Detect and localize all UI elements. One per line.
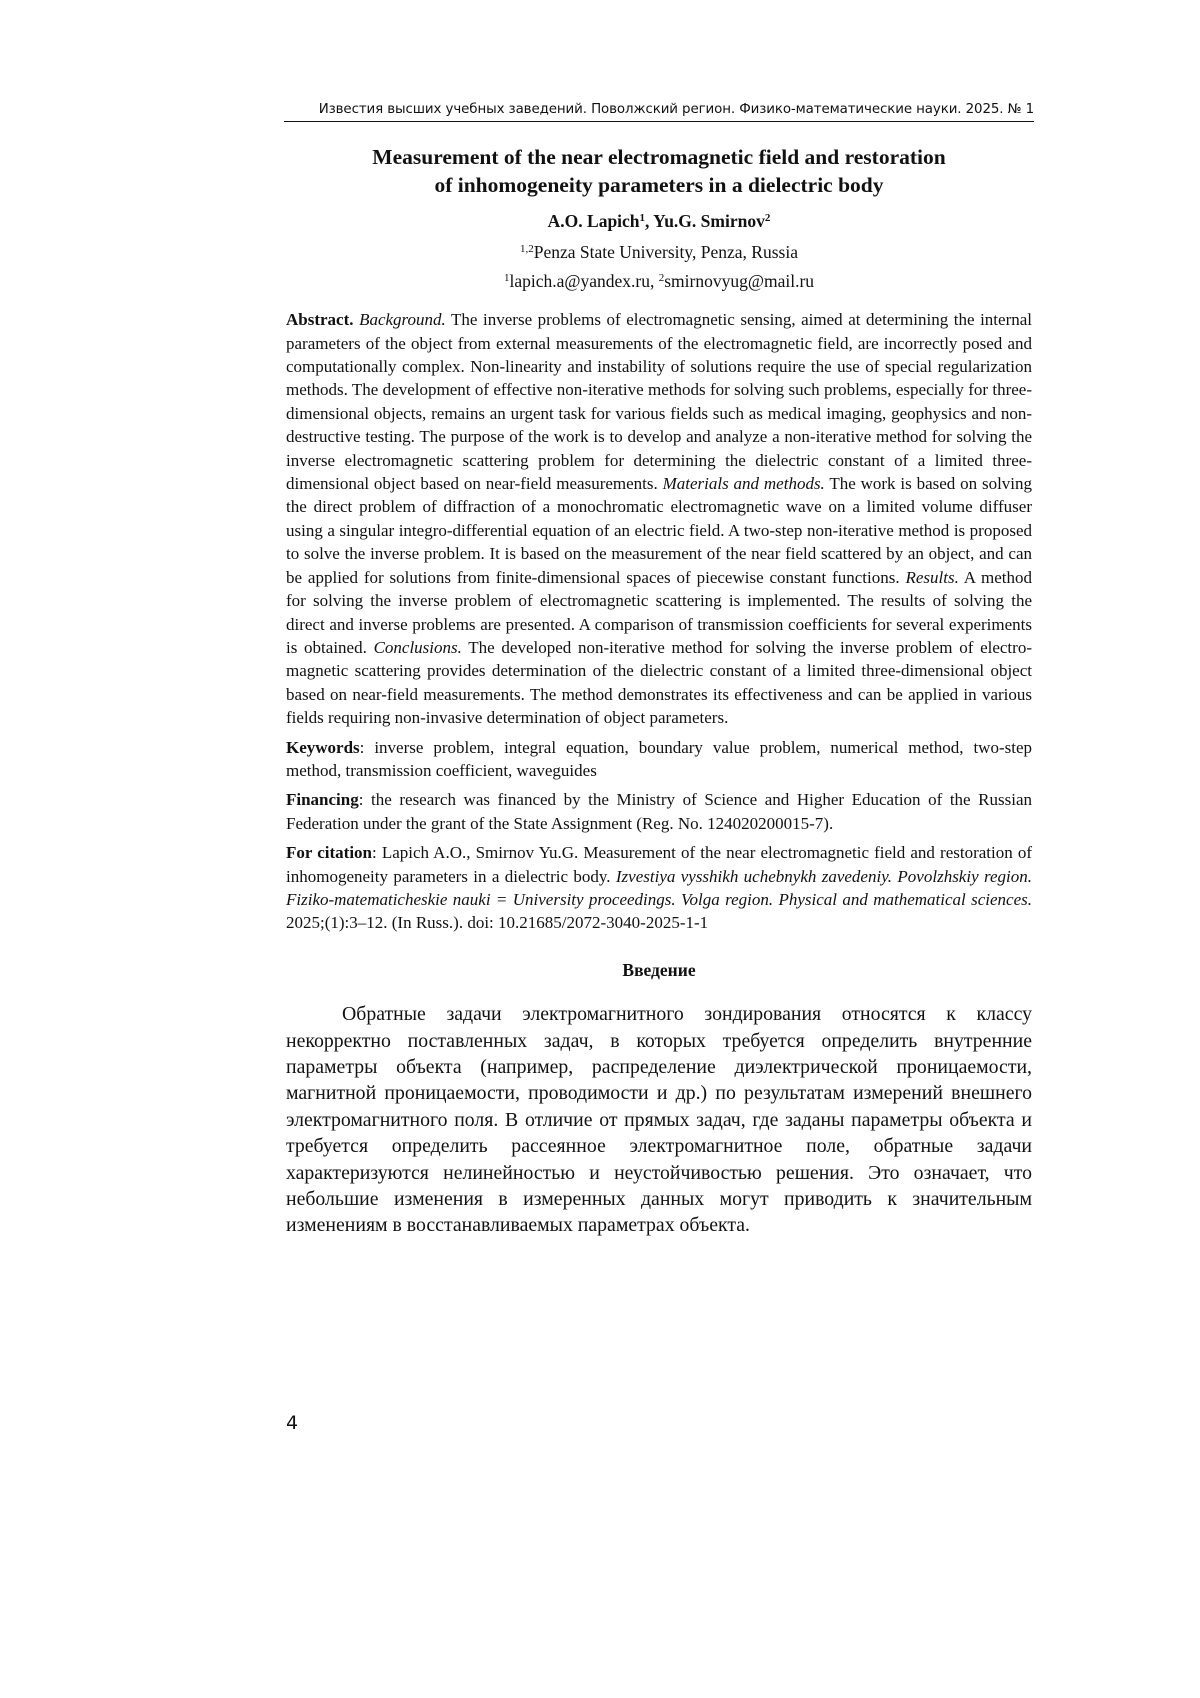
financing-text: : the research was financed by the Ministry of Science and Higher Education of the Russian Federation under the grant of the State Assignment (Reg. No. 124020200015-7). (286, 790, 1032, 833)
title-line-1: Measurement of the near electromagnetic field and restoration (372, 145, 946, 169)
author-2-sup: 2 (764, 212, 771, 224)
intro-paragraph: Обратные задачи электромагнитного зондирования относятся к классу некорректно поставленных задач, в которых требуется определить внутренние параметры объекта (например, распределение диэлектрической проницаемости, магнитной проницаемости, проводимости и др.) по результатам измерений внешнего электромагнитного поля. В отличие от прямых задач, где заданы параметры объекта и требуется определить рассеянное электромагнитное поле, обратные задачи характеризуются нелинейностью и неустойчивостью решения. Это означает, что небольшие изменения в измеренных данных могут приводить к значительным изменениям в восстанавливаемых параметрах объекта. (286, 1003, 1032, 1237)
affiliation (286, 241, 1032, 264)
article-content (286, 143, 1032, 1239)
background-text: The inverse problems of electromagnetic sensing, aimed at determining the internal parameters of the object from external measurements of the electromagnetic field, are incorrectly posed and computationally complex. Non-linearity and instability of solutions require the use of special regularization methods. The development of effective non-iterative methods for solving such problems, especially for three-dimensional objects, remains an urgent task for various fields such as medical imaging, geophysics and non-destructive testing. The purpose of the work is to develop and analyze a non-iterative method for solving the inverse electromagnetic scattering problem for determining the dielectric constant of a limited three-dimensional object based on near-field measurements. (286, 310, 1032, 494)
affiliation-sup: 1,2 (520, 243, 534, 256)
conclusions-label: Conclusions. (373, 637, 462, 657)
abstract-label: Abstract. (286, 310, 354, 330)
results-label: Results. (905, 567, 959, 587)
article-title (286, 143, 1032, 199)
conclusions-text: The developed non-iterative method for solving the inverse problem of electromagnetic scattering provides determination of the dielectric constant of a limited three-dimensional object based on near-field measurements. The method demonstrates its effectiveness and can be applied in various fields requiring non-invasive determination of object parameters. (286, 637, 1032, 728)
running-header: Известия высших учебных заведений. Поволжский регион. Физико-математические науки. 2025. № 1 (284, 102, 1034, 122)
page-number: 4 (286, 1412, 299, 1434)
financing-label: Financing (286, 790, 359, 810)
methods-text: The work is based on solving the direct problem of diffraction of a monochromatic electromagnetic wave on a limited volume diffuser using a singular integro-differential equation of an electric field. A two-step non-iterative method is proposed to solve the inverse problem. It is based on the measurement of the near field scattered by an object, and can be applied for solutions from finite-dimensional spaces of piecewise constant functions. (286, 474, 1033, 587)
results-text: A method for solving the inverse problem of electromagnetic scattering is implemented. The results of solving the direct and inverse problems are presented. A comparison of transmission coefficients for several experiments is obtained. (286, 567, 1032, 657)
author-1: A.O. Lapich (547, 211, 640, 231)
author-1-sup: 1 (639, 212, 646, 224)
email-1-sup: 1 (503, 271, 510, 284)
title-line-2: of inhomogeneity parameters in a dielectric body (434, 173, 884, 197)
background-label: Background. (359, 310, 446, 330)
keywords-label: Keywords (286, 737, 360, 757)
citation-journal: Izvestiya vysshikh uchebnykh zavedeniy. Povolzhskiy region. Fiziko-matematicheskie nauki = University proceedings. Volga region. Physical and mathematical sciences. (286, 866, 1032, 909)
emails (286, 270, 1032, 293)
abstract (286, 308, 1032, 729)
citation (286, 841, 1032, 935)
citation-text-1: : Lapich A.O., Smirnov Yu.G. Measurement of the near electromagnetic field and restoration of inhomogeneity parameters in a dielectric body. (286, 843, 1032, 886)
citation-text-2: 2025;(1):3–12. (In Russ.). doi: 10.21685/2072-3040-2025-1-1 (286, 913, 709, 933)
section-heading: Введение (622, 959, 696, 980)
keywords-text: : inverse problem, integral equation, boundary value problem, numerical method, two-step method, transmission coefficient, waveguides (286, 737, 1032, 780)
keywords (286, 736, 1032, 783)
authors-separator: , (645, 211, 654, 231)
authors (286, 210, 1032, 233)
email-2: smirnovyug@mail.ru (664, 270, 815, 291)
email-1: lapich.a@yandex.ru, (509, 270, 659, 291)
methods-label: Materials and methods. (662, 474, 825, 494)
author-2: Yu.G. Smirnov (653, 211, 765, 231)
citation-label: For citation (286, 843, 372, 863)
affiliation-text: Penza State University, Penza, Russia (533, 242, 798, 263)
financing (286, 788, 1032, 835)
email-2-sup: 2 (658, 271, 665, 284)
